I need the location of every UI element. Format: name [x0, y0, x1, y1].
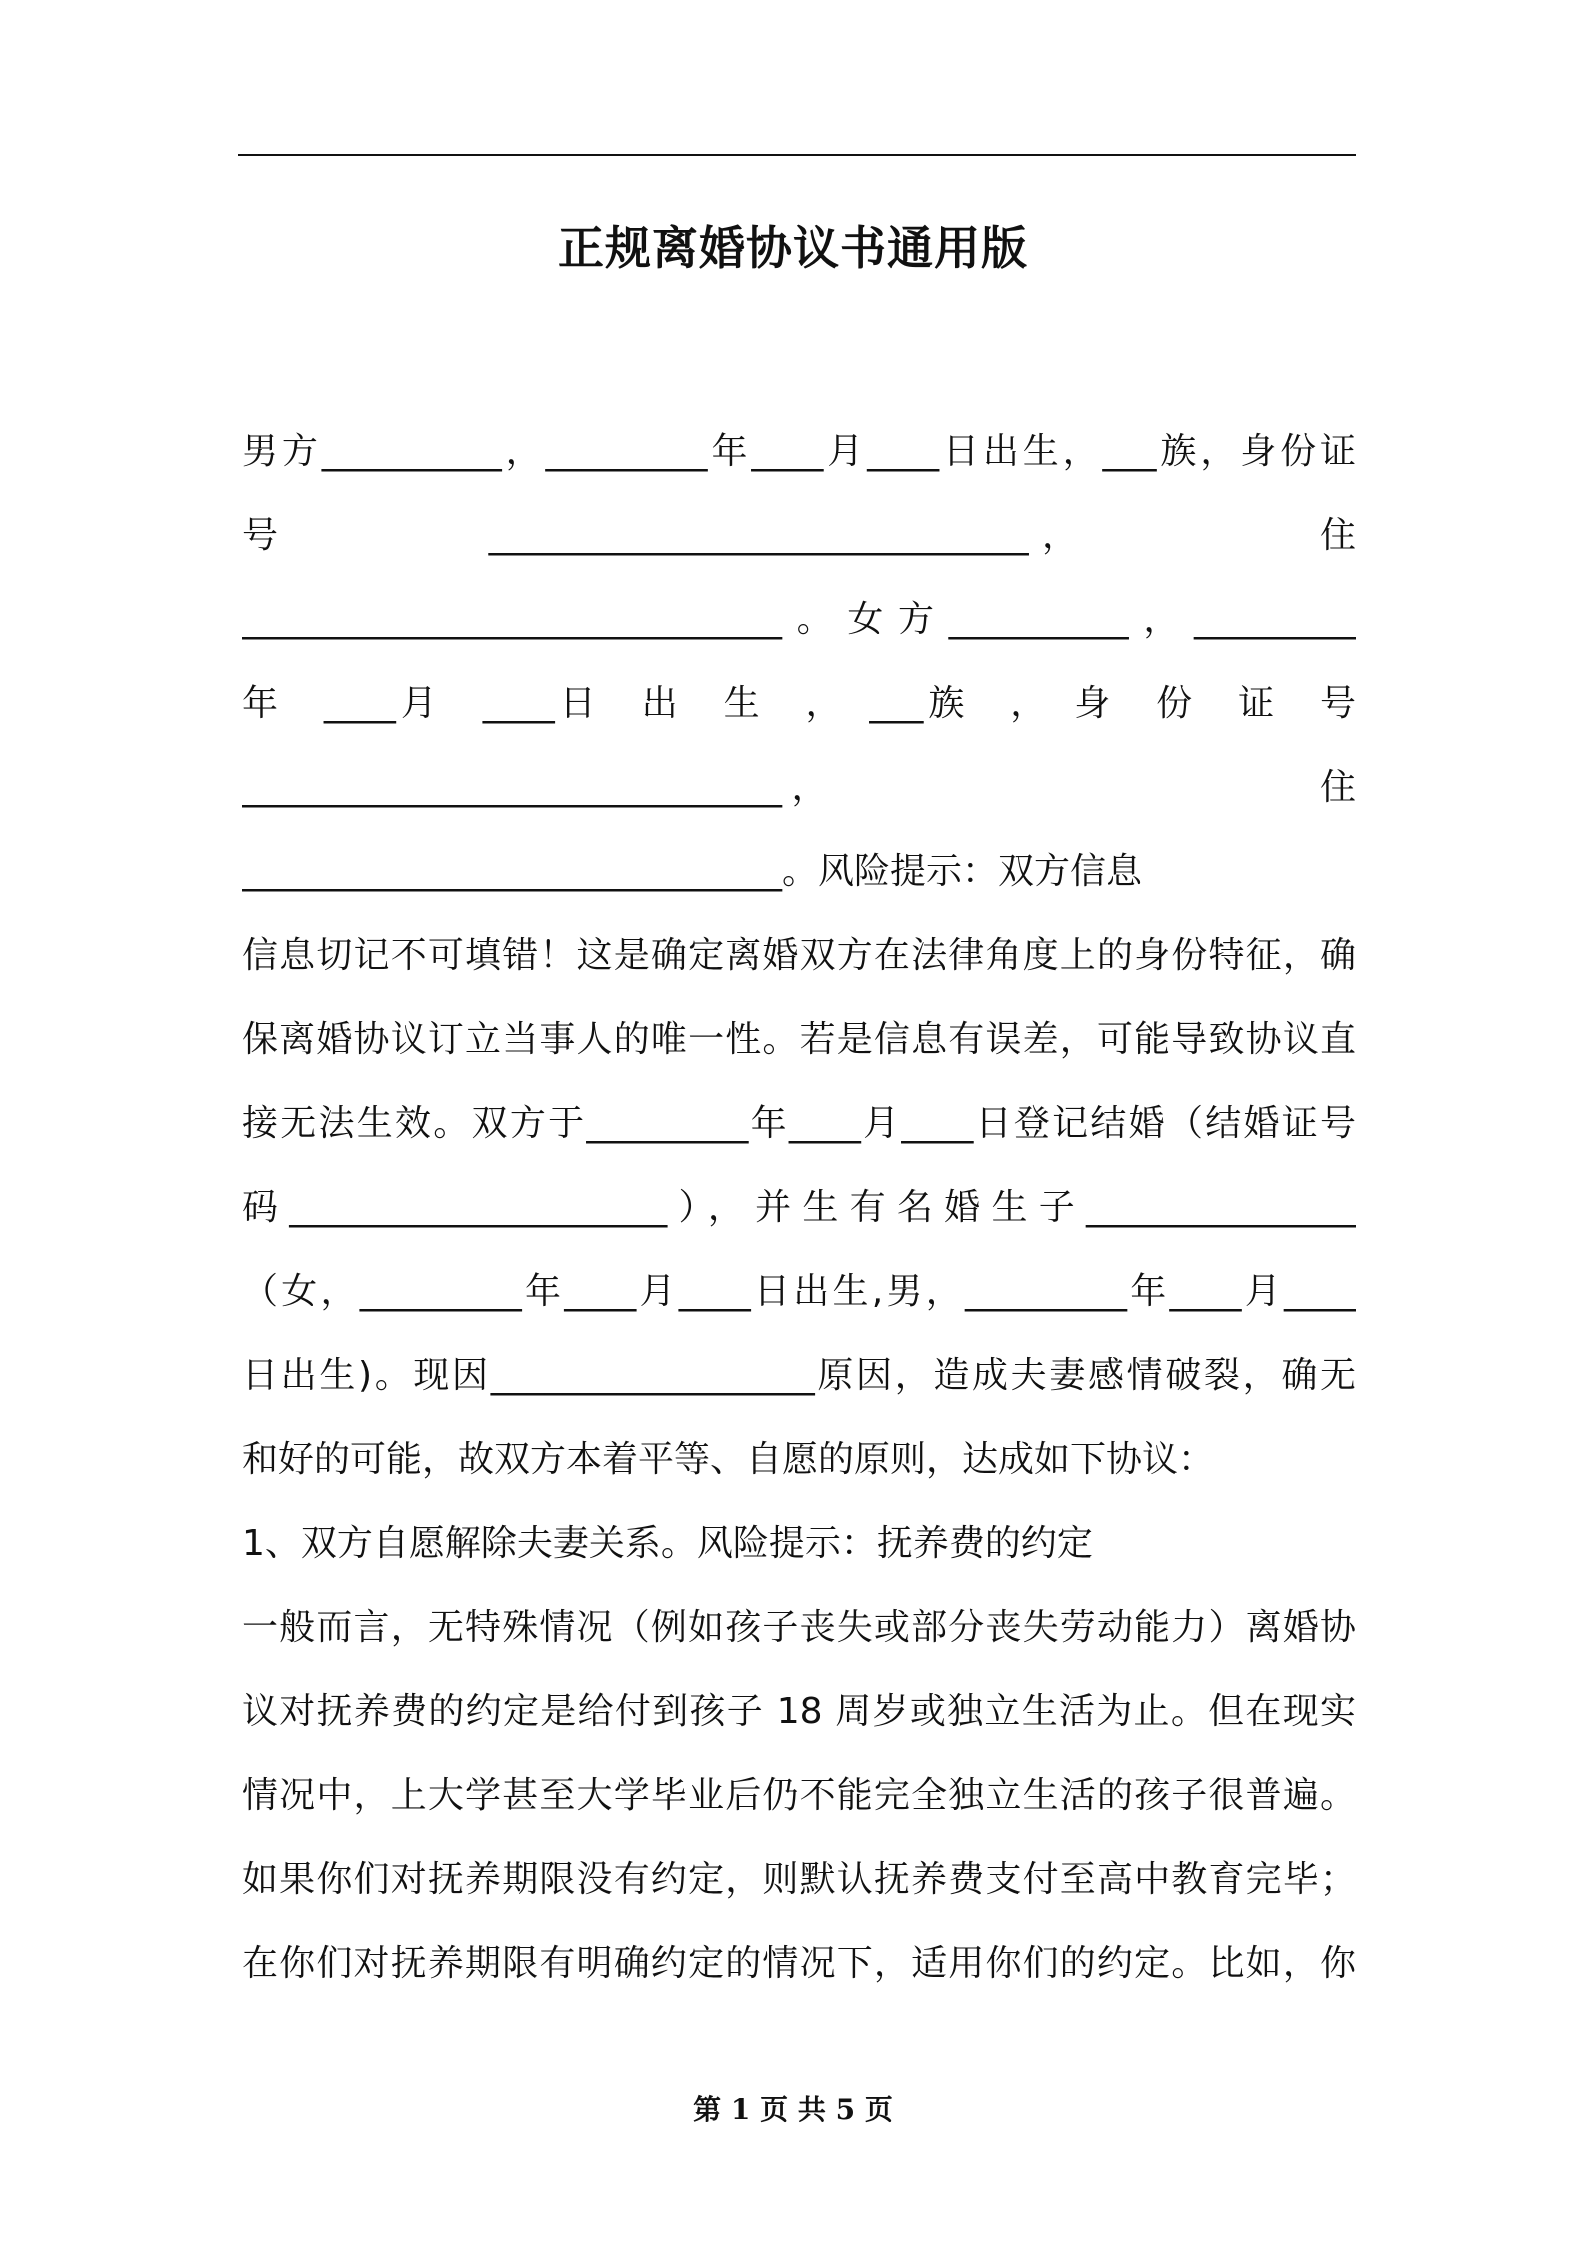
- body-line: 号 ______________________________， 住: [242, 515, 1356, 556]
- body-line: ______________________________。女方__________，_________: [242, 599, 1356, 640]
- page-indicator: 第 1 页 共 5 页: [693, 2093, 893, 2126]
- body-line: 议对抚养费的约定是给付到孩子 18 周岁或独立生活为止。但在现实: [242, 1691, 1356, 1732]
- body-line: 一般而言，无特殊情况（例如孩子丧失或部分丧失劳动能力）离婚协: [242, 1607, 1356, 1648]
- body-line: 信息切记不可填错！这是确定离婚双方在法律角度上的身份特征，确: [242, 935, 1356, 976]
- body-line: 1、双方自愿解除夫妻关系。风险提示：抚养费的约定: [242, 1523, 1093, 1564]
- body-line: 情况中，上大学甚至大学毕业后仍不能完全独立生活的孩子很普遍。: [242, 1775, 1356, 1816]
- body-line: 和好的可能，故双方本着平等、自愿的原则，达成如下协议：: [242, 1439, 1215, 1480]
- body-line: 接无法生效。双方于_________年____月____日登记结婚（结婚证号: [242, 1103, 1356, 1144]
- body-line: 年 ____月 ____日 出 生 ， ___族 ， 身 份 证 号: [242, 683, 1356, 724]
- body-line: ______________________________。风险提示：双方信息: [242, 851, 1143, 892]
- body-line: ______________________________， 住: [242, 767, 1356, 808]
- body-line: （女，_________年____月____日出生,男，_________年____月____: [242, 1271, 1356, 1312]
- body-line: 男方__________，_________年____月____日出生，___族，身份证: [242, 431, 1356, 472]
- header-rule: [238, 154, 1356, 156]
- body-line: 码_____________________），并生有名婚生子_______________: [242, 1187, 1356, 1228]
- body-line: 在你们对抚养期限有明确约定的情况下，适用你们的约定。比如，你: [242, 1943, 1356, 1984]
- body-line: 保离婚协议订立当事人的唯一性。若是信息有误差，可能导致协议直: [242, 1019, 1356, 1060]
- body-line: 如果你们对抚养期限没有约定，则默认抚养费支付至高中教育完毕；: [242, 1859, 1356, 1900]
- document-title: 正规离婚协议书通用版: [558, 221, 1028, 275]
- document-body: [242, 410, 1356, 2006]
- body-line: 日出生)。现因__________________原因，造成夫妻感情破裂，确无: [242, 1355, 1356, 1396]
